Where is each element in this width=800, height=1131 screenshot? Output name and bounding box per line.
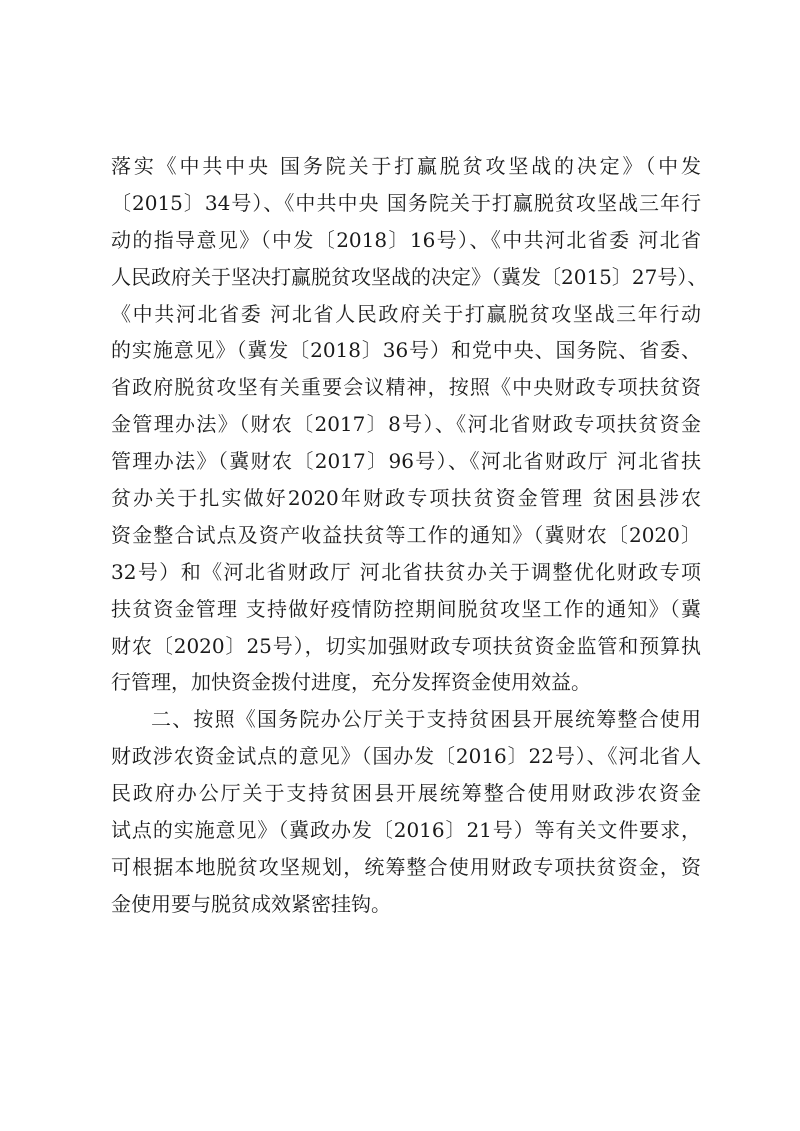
text-line: 财政涉农资金试点的意见》（国办发〔2016〕22号）、《河北省人 [111, 744, 701, 769]
text-line: 省政府脱贫攻坚有关重要会议精神，按照《中央财政专项扶贫资 [111, 375, 701, 400]
text-line: 贫办关于扎实做好2020年财政专项扶贫资金管理 贫困县涉农 [111, 486, 701, 511]
text-line: 资金整合试点及资产收益扶贫等工作的通知》（冀财农〔2020〕 [111, 522, 701, 547]
text-line: 可根据本地脱贫攻坚规划，统筹整合使用财政专项扶贫资金，资 [111, 854, 701, 879]
text-line: 试点的实施意见》（冀政办发〔2016〕21号）等有关文件要求， [111, 818, 701, 843]
text-line: 金使用要与脱贫成效紧密挂钩。 [111, 891, 391, 916]
text-line: 民政府办公厅关于支持贫困县开展统筹整合使用财政涉农资金 [111, 781, 701, 806]
text-line: 扶贫资金管理 支持做好疫情防控期间脱贫攻坚工作的通知》（冀 [111, 596, 701, 621]
text-line: 二、按照《国务院办公厅关于支持贫困县开展统筹整合使用 [151, 707, 701, 732]
text-line: 人民政府关于坚决打赢脱贫攻坚战的决定》（冀发〔2015〕27号）、 [111, 264, 708, 289]
text-line: 行管理，加快资金拨付进度，充分发挥资金使用效益。 [111, 670, 591, 695]
text-line: 的实施意见》（冀发〔2018〕36号）和党中央、国务院、省委、 [111, 338, 701, 363]
text-line: 金管理办法》（财农〔2017〕8号）、《河北省财政专项扶贫资金 [111, 412, 701, 437]
text-line: 〔2015〕34号）、《中共中央 国务院关于打赢脱贫攻坚战三年行 [111, 190, 701, 215]
text-line: 32号）和《河北省财政厅 河北省扶贫办关于调整优化财政专项 [111, 559, 701, 584]
text-line: 《中共河北省委 河北省人民政府关于打赢脱贫攻坚战三年行动 [111, 301, 701, 326]
document-body [111, 148, 708, 923]
text-line: 管理办法》（冀财农〔2017〕96号）、《河北省财政厅 河北省扶 [111, 449, 701, 474]
text-line: 财农〔2020〕25号），切实加强财政专项扶贫资金监管和预算执 [111, 633, 701, 658]
text-line: 动的指导意见》（中发〔2018〕16号）、《中共河北省委 河北省 [111, 227, 701, 252]
text-line: 落实《中共中央 国务院关于打赢脱贫攻坚战的决定》（中发 [111, 154, 701, 178]
